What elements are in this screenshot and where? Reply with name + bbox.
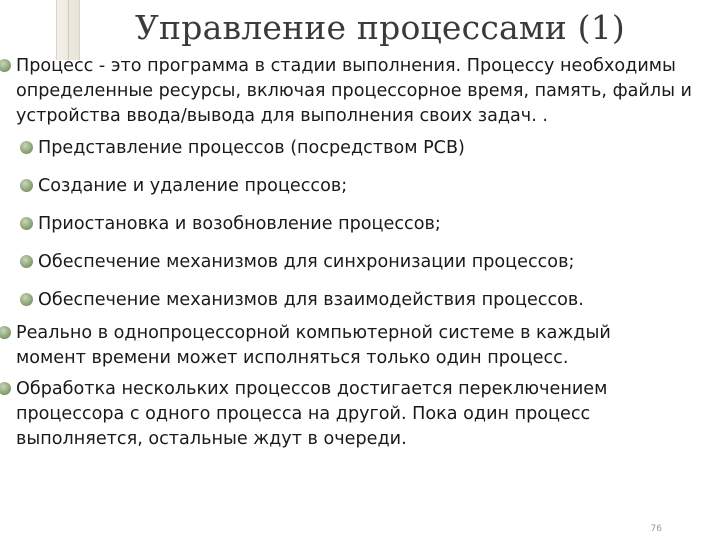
sub-bullet-text: Обеспечение механизмов для взаимодействия процессов. <box>38 290 584 310</box>
bullet-dot-icon <box>0 326 11 339</box>
page-number: 76 <box>650 524 662 534</box>
bullet-dot-icon <box>20 217 33 230</box>
bullet-dot-icon <box>20 293 33 306</box>
bullet-dot-icon <box>0 59 11 72</box>
sub-bullet-text: Создание и удаление процессов; <box>38 176 348 196</box>
bullet-item <box>16 377 702 452</box>
bullet-dot-icon <box>0 382 11 395</box>
slide-content <box>16 54 712 452</box>
bullet-text: Процесс - это программа в стадии выполнения. Процессу необходимы определенные ресурсы, включая процессорное время, память, файлы и устройства ввода/вывода для выполнения своих задач. . <box>16 56 692 126</box>
sub-bullet-item <box>16 243 712 281</box>
sub-bullet-item <box>16 205 712 243</box>
bullet-item <box>16 321 676 371</box>
bullet-dot-icon <box>20 179 33 192</box>
sub-bullet-text: Приостановка и возобновление процессов; <box>38 214 441 234</box>
sub-bullet-item <box>16 281 712 319</box>
sub-bullet-text: Представление процессов (посредством РСВ) <box>38 138 465 158</box>
slide-title: Управление процессами (1) <box>135 8 625 47</box>
bullet-dot-icon <box>20 141 33 154</box>
bullet-dot-icon <box>20 255 33 268</box>
bullet-item <box>16 54 702 129</box>
bullet-text: Реально в однопроцессорной компьютерной системе в каждый момент времени может исполняться только один процесс. <box>16 323 611 368</box>
sub-bullet-item <box>16 167 712 205</box>
sub-bullet-text: Обеспечение механизмов для синхронизации процессов; <box>38 252 575 272</box>
sub-bullet-item <box>16 129 712 167</box>
bullet-text: Обработка нескольких процессов достигается переключением процессора с одного процесса на другой. Пока один процесс выполняется, остальные ждут в очереди. <box>16 379 608 449</box>
